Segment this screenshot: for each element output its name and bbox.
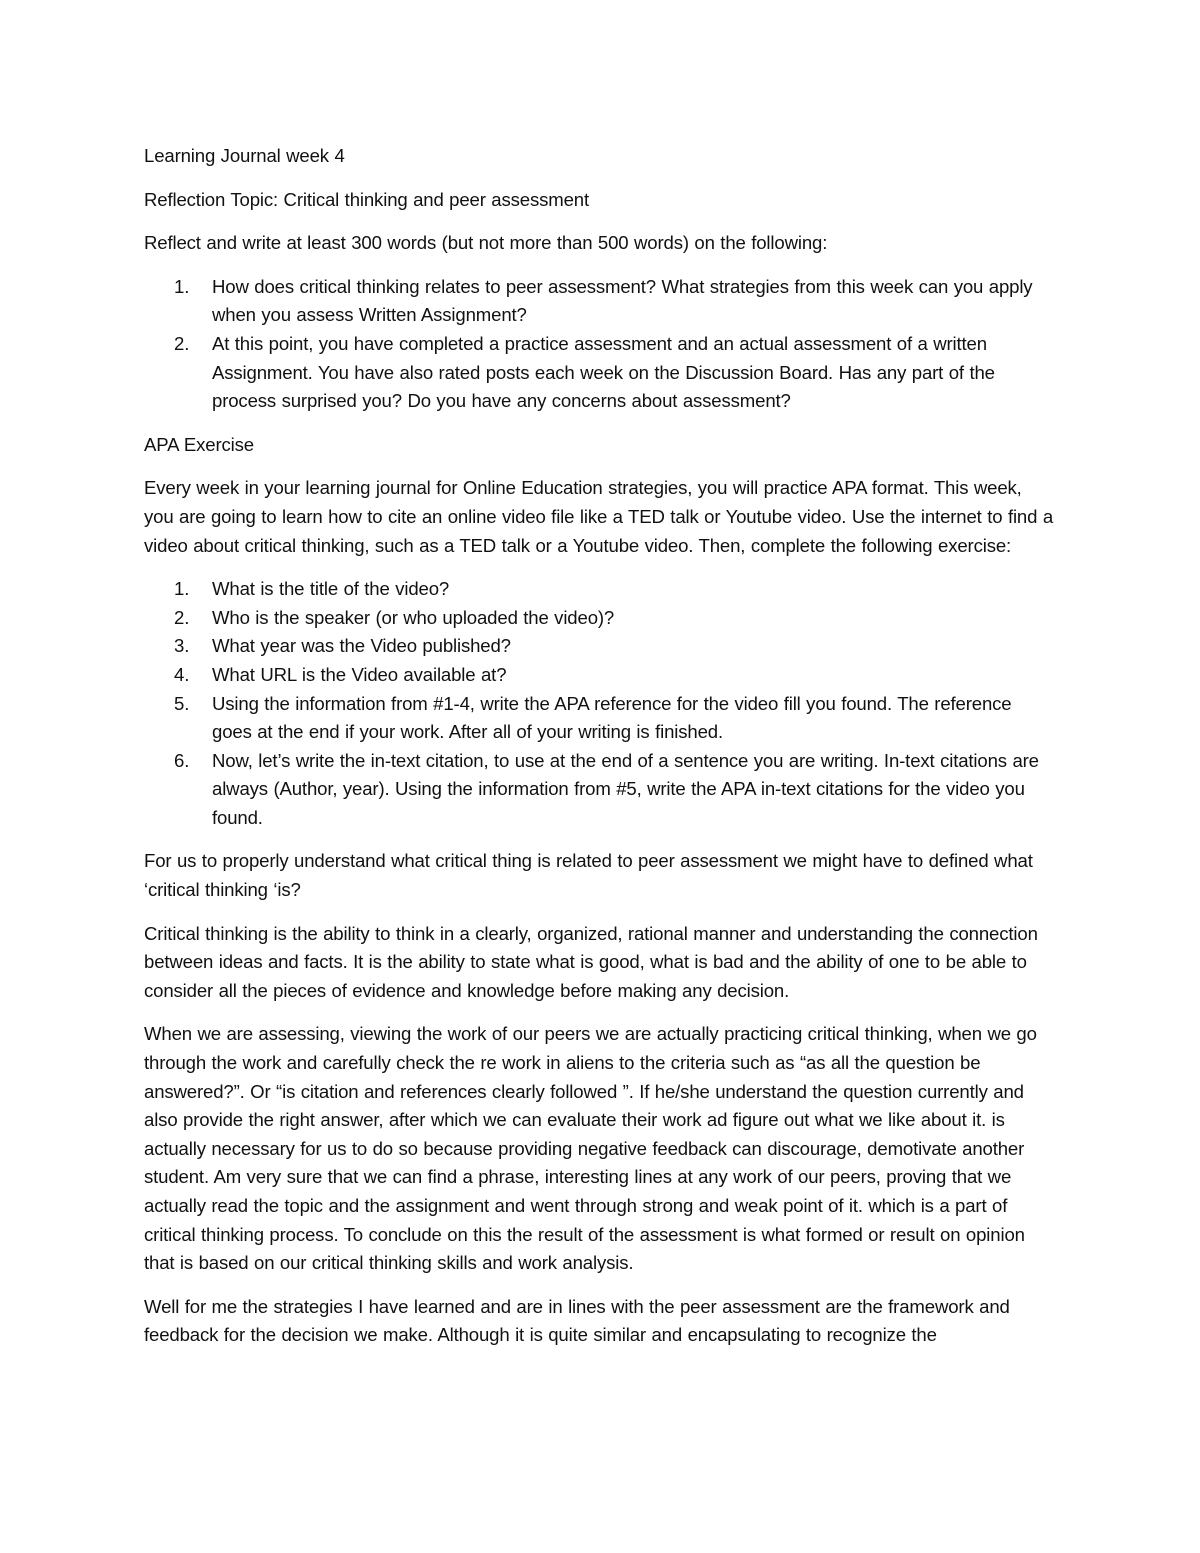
reflection-instruction: Reflect and write at least 300 words (but not more than 500 words) on the following: [144, 232, 828, 254]
list-item-text: At this point, you have completed a practice assessment and an actual assessment of a written Assignment. You have also rated posts each week on the Discussion Board. Has any part of the process surprised you? Do you have any concerns about assessment? [212, 332, 995, 412]
list-item-text: What is the title of the video? [212, 578, 450, 600]
list-item-text: Who is the speaker (or who uploaded the video)? [212, 606, 615, 628]
document-body [144, 142, 1056, 1365]
list-item [144, 604, 1056, 633]
body-paragraph: For us to properly understand what critical thing is related to peer assessment we might have to defined what ‘critical thinking ‘is? [144, 850, 1033, 901]
body-paragraph: When we are assessing, viewing the work of our peers we are actually practicing critical thinking, when we go through the work and carefully check the re work in aliens to the criteria such as “as all the question be answered?”. Or “is citation and references clearly followed ”. If he/she understand the question currently and also provide the right answer, after which we can evaluate their work ad figure out what we like about it. is actually necessary for us to do so because providing negative feedback can discourage, demotivate another student. Am very sure that we can find a phrase, interesting lines at any work of our peers, proving that we actually read the topic and the assignment and went through strong and weak point of it. which is a part of critical thinking process. To conclude on this the result of the assessment is what formed or result on opinion that is based on our critical thinking skills and work analysis. [144, 1023, 1037, 1274]
reflection-question-list [144, 273, 1056, 416]
list-number: 5. [174, 692, 190, 714]
list-number: 1. [174, 275, 190, 297]
list-number: 1. [174, 578, 190, 600]
list-item-text: How does critical thinking relates to peer assessment? What strategies from this week can you apply when you assess Written Assignment? [212, 275, 1033, 326]
body-paragraph: Critical thinking is the ability to think in a clearly, organized, rational manner and understanding the connection between ideas and facts. It is the ability to state what is good, what is bad and the ability of one to be able to consider all the pieces of evidence and knowledge before making any decision. [144, 922, 1038, 1001]
list-number: 6. [174, 749, 190, 771]
list-item-text: What URL is the Video available at? [212, 663, 507, 685]
list-item-text: Now, let’s write the in-text citation, to use at the end of a sentence you are writing. In-text citations are always (Author, year). Using the information from #5, write the APA in-text citations for the video you found. [212, 749, 1039, 828]
document-title: Learning Journal week 4 [144, 145, 345, 166]
list-item [144, 273, 1056, 330]
list-item [144, 690, 1056, 747]
apa-intro: Every week in your learning journal for Online Education strategies, you will practice APA format. This week, you are going to learn how to cite an online video file like a TED talk or Youtube video. Use the internet to find a video about critical thinking, such as a TED talk or a Youtube video. Then, complete the following exercise: [144, 477, 1054, 556]
list-item [144, 632, 1056, 661]
body-paragraph: Well for me the strategies I have learned and are in lines with the peer assessment are the framework and feedback for the decision we make. Although it is quite similar and encapsulating to recognize the [144, 1295, 1010, 1346]
list-number: 2. [174, 332, 190, 354]
list-item-text: What year was the Video published? [212, 635, 511, 657]
list-item [144, 747, 1056, 833]
list-item-text: Using the information from #1-4, write the APA reference for the video fill you found. The reference goes at the end if your work. After all of your writing is finished. [212, 692, 1012, 743]
list-item [144, 661, 1056, 690]
apa-question-list [144, 575, 1056, 832]
list-item [144, 575, 1056, 604]
list-number: 3. [174, 635, 190, 657]
list-item [144, 330, 1056, 416]
list-number: 2. [174, 606, 190, 628]
apa-heading: APA Exercise [144, 433, 254, 455]
list-number: 4. [174, 663, 190, 685]
reflection-topic: Reflection Topic: Critical thinking and peer assessment [144, 188, 590, 210]
